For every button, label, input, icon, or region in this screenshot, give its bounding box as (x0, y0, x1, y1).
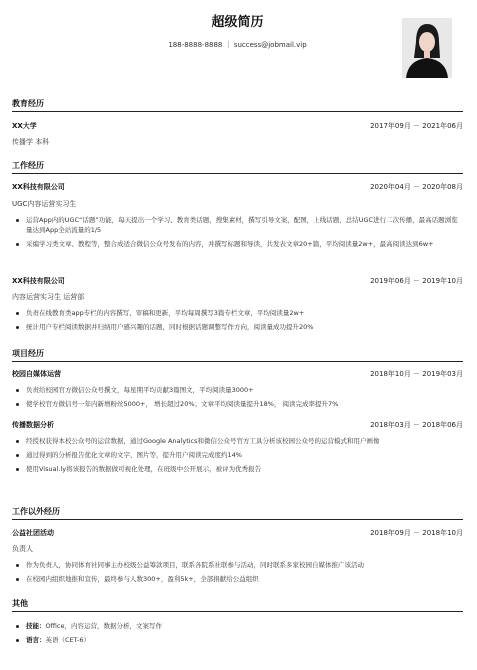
activity-role: 负责人 (12, 545, 33, 553)
projects-title: 项目经历 (12, 348, 463, 362)
project-entry-1 (12, 369, 463, 413)
work-role: UGC内容运营实习生 (12, 200, 77, 208)
list-item: 使学校官方微信号一年内新增粉丝5000+， 增长超过20%；文章平均阅读量提升18%， 阅读完成率提升7% (12, 399, 463, 409)
language-value: 英语（CET-6） (45, 636, 91, 644)
resume-header (12, 0, 463, 90)
work-section (12, 160, 463, 174)
contact-info: 188-8888-8888 ｜ success@jobmail.vip (168, 41, 307, 49)
language-label: 语言： (26, 636, 46, 644)
skills-label: 技能： (26, 622, 46, 630)
work-date: 2020年04月 － 2020年08月 (370, 183, 463, 191)
projects-section (12, 348, 463, 362)
project-name: 传播数据分析 (12, 421, 54, 429)
other-title: 其他 (12, 598, 463, 612)
list-item: 采编学习类文章、教程等，整合成适合微信公众号发布的内容，并撰写标题和导读，共发表文章20+篇，平均阅读量2w+，最高阅读达到6w+ (12, 239, 463, 249)
work-entry-1 (12, 182, 463, 253)
activity-entry (12, 528, 463, 588)
list-item: 负责给校园官方微信公众号撰文，每星期平均贡献3篇图文，平均阅读量3000+ (12, 385, 463, 395)
work-date: 2019年06月 － 2019年10月 (370, 277, 463, 285)
work-entry-2 (12, 276, 463, 336)
company-name: XX科技有限公司 (12, 183, 65, 191)
work-role: 内容运营实习生 运营部 (12, 293, 85, 301)
project-date: 2018年10月 － 2019年03月 (370, 370, 463, 378)
language-item (12, 635, 463, 645)
list-item: 统计用户专栏阅读数据并归纳用户感兴趣的话题，同时根据话题调整写作方向，阅读量成功提升20% (12, 322, 463, 332)
list-item: 运营App内的UGC“话题”功能，每天提出一个学习、教育类话题，搜集素材，撰写引导文案，配图，上线话题，总结UGC进行二次传播，最高话题浏览量达到App全站流量的1/5 (12, 215, 463, 235)
project-date: 2018年03月 － 2018年06月 (370, 421, 463, 429)
work-title: 工作经历 (12, 160, 463, 174)
skills-item (12, 621, 463, 631)
activities-title: 工作以外经历 (12, 506, 463, 520)
project-name: 校园自媒体运营 (12, 370, 61, 378)
project-entry-2 (12, 420, 463, 478)
other-section (12, 598, 463, 612)
education-entry (12, 121, 463, 148)
avatar (402, 18, 452, 78)
activity-name: 公益社团活动 (12, 529, 54, 537)
education-title: 教育经历 (12, 98, 463, 112)
portrait-photo-icon (402, 18, 452, 78)
company-name: XX科技有限公司 (12, 277, 65, 285)
list-item: 经授权获得本校公众号的运营数据，通过Google Analytics和微信公众号官方工具分析该校园公众号的运营模式和用户画像 (12, 436, 463, 446)
list-item: 负责在线教育类app专栏的内容撰写、审稿和更新，平均每周撰写3篇专栏文章，平均阅读量2w+ (12, 308, 463, 318)
education-section (12, 98, 463, 112)
resume-page (12, 0, 463, 644)
skills-value: Office，内容运营，数据分析，文案写作 (45, 622, 162, 630)
activities-section (12, 506, 463, 520)
school-name: XX大学 (12, 122, 37, 130)
list-item: 通过得到的分析报告优化文章的文字、图片等，提升用户阅读完成度约14% (12, 450, 463, 460)
candidate-name: 超级简历 (211, 15, 264, 30)
education-major: 传播学 本科 (12, 138, 50, 146)
other-entry (12, 621, 463, 649)
list-item: 在校园内组织地推和宣传，最终参与人数300+，盈利5k+，全部捐献给公益组织 (12, 574, 463, 584)
activity-date: 2018年09月 － 2018年10月 (370, 529, 463, 537)
list-item: 作为负责人，协同体育社同事主办校级公益筹款项目，联系各院系社联参与活动，同时联系多家校园自媒体推广该活动 (12, 560, 463, 570)
list-item: 使用Visual.ly将该报告的数据做可视化处理，在班级中公开展示，被评为优秀报告 (12, 464, 463, 474)
education-date: 2017年09月 － 2021年06月 (370, 122, 463, 130)
